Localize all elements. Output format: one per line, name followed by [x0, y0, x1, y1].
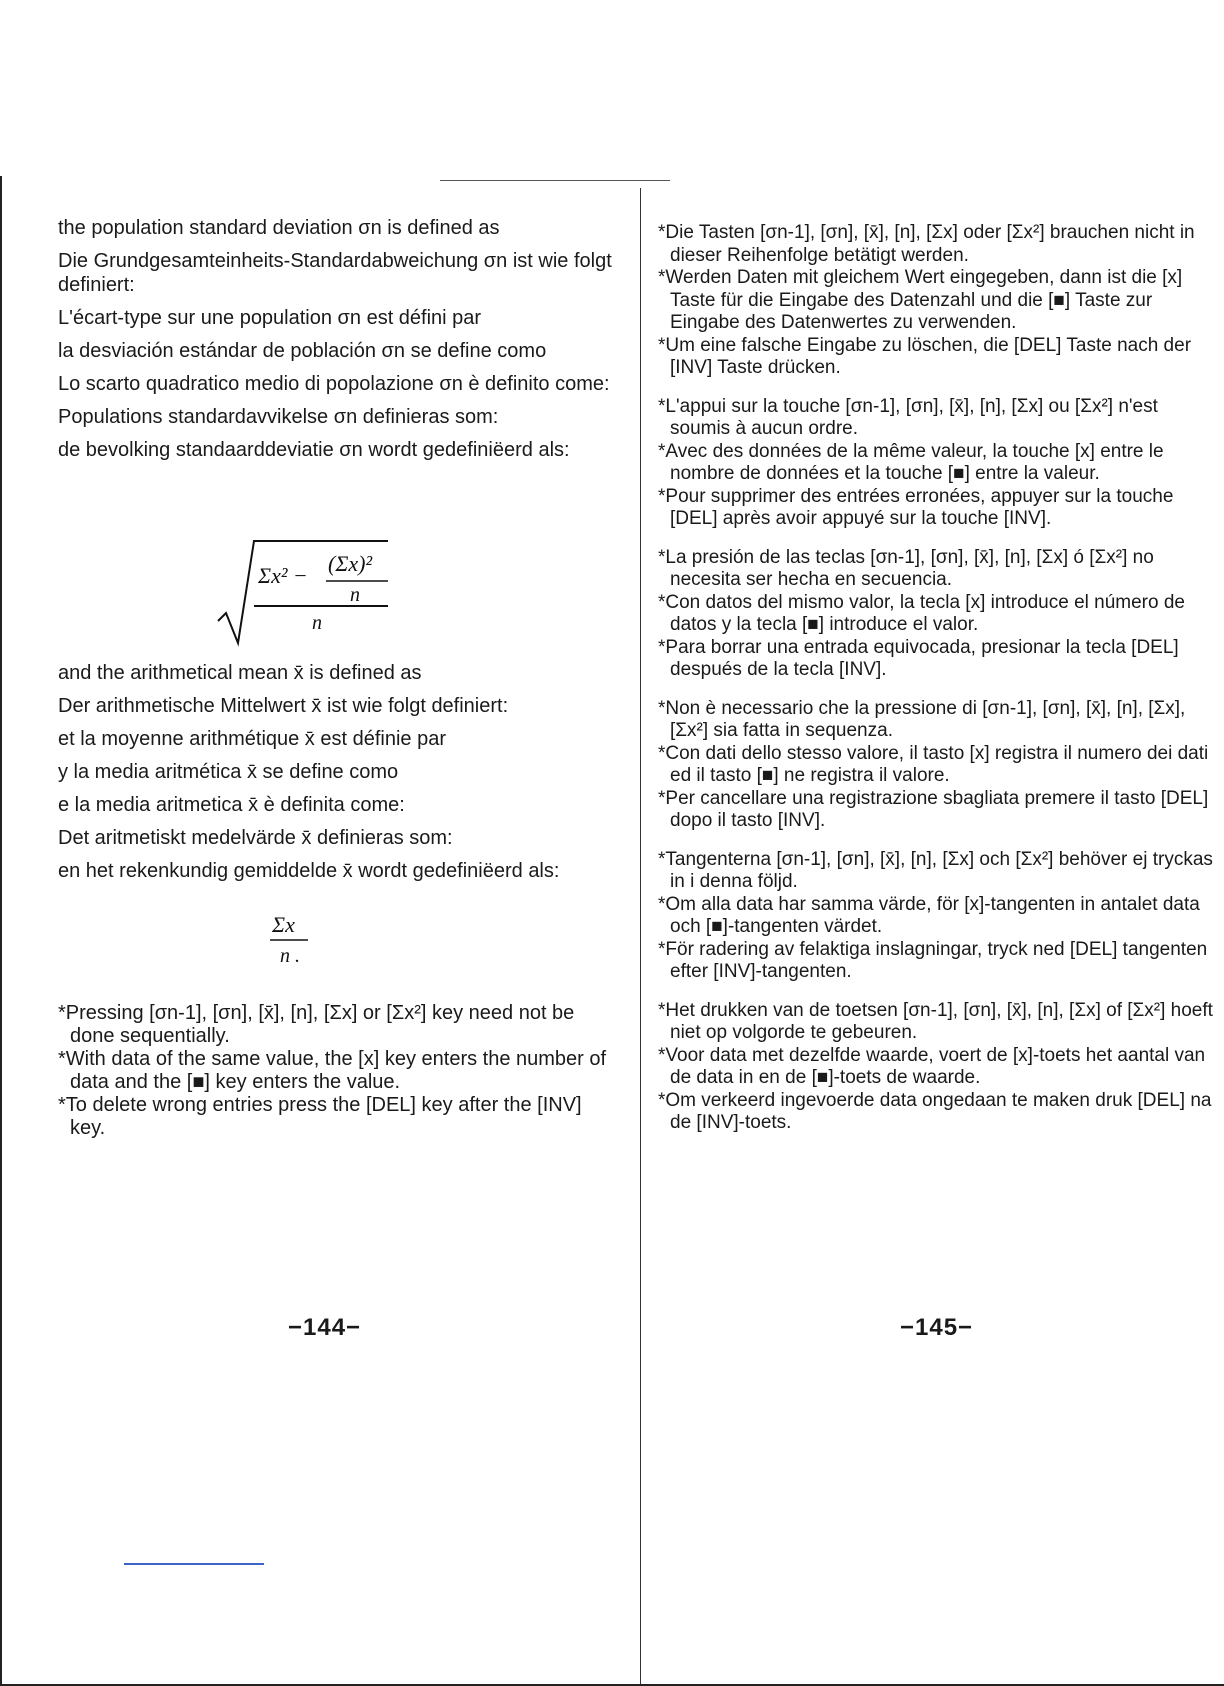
- note-sv-3: *För radering av felaktiga inslagningar, tryck ned [DEL] tangenten efter [INV]-tangenten.: [658, 938, 1208, 982]
- left-edge-rule: [0, 176, 2, 1686]
- definition-es: la desviación estándar de población σn se define como: [58, 340, 547, 362]
- definition-it: Lo scarto quadratico medio di popolazione σn è definito come:: [58, 373, 610, 395]
- notes-swedish: [658, 849, 1218, 984]
- note-es-3: *Para borrar una entrada equivocada, presionar la tecla [DEL] después de la tecla [INV].: [658, 636, 1179, 680]
- note-sv-1: *Tangenterna [σn-1], [σn], [x̄], [n], [Σx] och [Σx²] behöver ej tryckas in i denna följd.: [658, 848, 1213, 892]
- formula-mean-denominator: n .: [280, 945, 300, 967]
- mean-formula: [58, 892, 622, 1002]
- definition-nl: de bevolking standaarddeviatie σn wordt gedefiniëerd als:: [58, 439, 570, 461]
- blue-mark: [124, 1563, 264, 1565]
- formula-sd-numerator-left: Σx² −: [258, 563, 308, 588]
- note-nl-1: *Het drukken van de toetsen [σn-1], [σn], [x̄], [n], [Σx] of [Σx²] hoeft niet op volgorde te gebeuren.: [658, 999, 1213, 1043]
- note-fr-2: *Avec des données de la même valeur, la touche [x] entre le nombre de données et la touche [■] entre la valeur.: [658, 440, 1164, 484]
- note-it-1: *Non è necessario che la pressione di [σn-1], [σn], [x̄], [n], [Σx], [Σx²] sia fatta in sequenza.: [658, 697, 1186, 741]
- definition-de: Die Grundgesamteinheits-Standardabweichung σn ist wie folgt definiert:: [58, 250, 612, 296]
- notes-italian: [658, 698, 1218, 833]
- top-rule: [440, 180, 670, 181]
- standard-deviation-formula: [58, 471, 622, 661]
- note-sequence: *Pressing [σn-1], [σn], [x̄], [n], [Σx] or [Σx²] key need not be done sequentially.: [58, 1002, 575, 1047]
- page-number-left: −144−: [288, 1314, 362, 1341]
- note-de-2: *Werden Daten mit gleichem Wert eingegeben, dann ist die [x] Taste für die Eingabe des Datenzahl und die [■] Taste zur Eingabe des Datenwertes zu verwenden.: [658, 267, 1183, 333]
- definition-sv: Populations standardavvikelse σn definieras som:: [58, 406, 499, 428]
- note-delete: *To delete wrong entries press the [DEL] key after the [INV] key.: [58, 1094, 582, 1139]
- note-nl-2: *Voor data met dezelfde waarde, voert de [x]-toets het aantal van de data in en de [■]-toets de waarde.: [658, 1044, 1206, 1088]
- note-sv-2: *Om alla data har samma värde, för [x]-tangenten in antalet data och [■]-tangenten värdet.: [658, 893, 1200, 937]
- note-es-1: *La presión de las teclas [σn-1], [σn], [x̄], [n], [Σx] ó [Σx²] no necesita ser hecha en secuencia.: [658, 546, 1154, 590]
- mean-definition-nl: en het rekenkundig gemiddelde x̄ wordt gedefiniëerd als:: [58, 860, 560, 882]
- formula-sd-inner-numerator: (Σx)²: [328, 551, 373, 576]
- left-page: [58, 216, 622, 1140]
- note-fr-1: *L'appui sur la touche [σn-1], [σn], [x̄], [n], [Σx] ou [Σx²] n'est soumis à aucun ordre.: [658, 395, 1158, 439]
- formula-sd-denominator: n: [312, 612, 322, 634]
- notes-french: [658, 396, 1218, 531]
- page-divider: [640, 188, 641, 1684]
- mean-definition-fr: et la moyenne arithmétique x̄ est définie par: [58, 728, 446, 750]
- definition-fr: L'écart-type sur une population σn est défini par: [58, 307, 482, 329]
- right-page: [658, 222, 1218, 1151]
- note-es-2: *Con datos del mismo valor, la tecla [x] introduce el número de datos y la tecla [■] introduce el valor.: [658, 591, 1185, 635]
- mean-definition-en: and the arithmetical mean x̄ is defined as: [58, 662, 422, 684]
- mean-definition-sv: Det aritmetiskt medelvärde x̄ definieras som:: [58, 827, 453, 849]
- note-nl-3: *Om verkeerd ingevoerde data ongedaan te maken druk [DEL] na de [INV]-toets.: [658, 1089, 1212, 1133]
- mean-definition-de: Der arithmetische Mittelwert x̄ ist wie folgt definiert:: [58, 695, 509, 717]
- note-it-3: *Per cancellare una registrazione sbagliata premere il tasto [DEL] dopo il tasto [INV].: [658, 787, 1209, 831]
- mean-definition-it: e la media aritmetica x̄ è definita come:: [58, 794, 405, 816]
- notes-german: [658, 222, 1218, 380]
- note-it-2: *Con dati dello stesso valore, il tasto [x] registra il numero dei dati ed il tasto [■] ne registra il valore.: [658, 742, 1209, 786]
- notes-spanish: [658, 547, 1218, 682]
- note-same-value: *With data of the same value, the [x] key enters the number of data and the [■] key enters the value.: [58, 1048, 607, 1093]
- note-de-1: *Die Tasten [σn-1], [σn], [x̄], [n], [Σx] oder [Σx²] brauchen nicht in dieser Reihenfolge betätigt werden.: [658, 222, 1195, 266]
- notes-dutch: [658, 1000, 1218, 1135]
- formula-sd-inner-denominator: n: [350, 584, 360, 606]
- formula-mean-numerator: Σx: [272, 912, 295, 937]
- definition-en: the population standard deviation σn is defined as: [58, 217, 500, 239]
- page-number-right: −145−: [900, 1314, 974, 1341]
- note-fr-3: *Pour supprimer des entrées erronées, appuyer sur la touche [DEL] après avoir appuyé sur la touche [INV].: [658, 485, 1174, 529]
- mean-definition-es: y la media aritmética x̄ se define como: [58, 761, 399, 783]
- note-de-3: *Um eine falsche Eingabe zu löschen, die [DEL] Taste nach der [INV] Taste drücken.: [658, 334, 1192, 378]
